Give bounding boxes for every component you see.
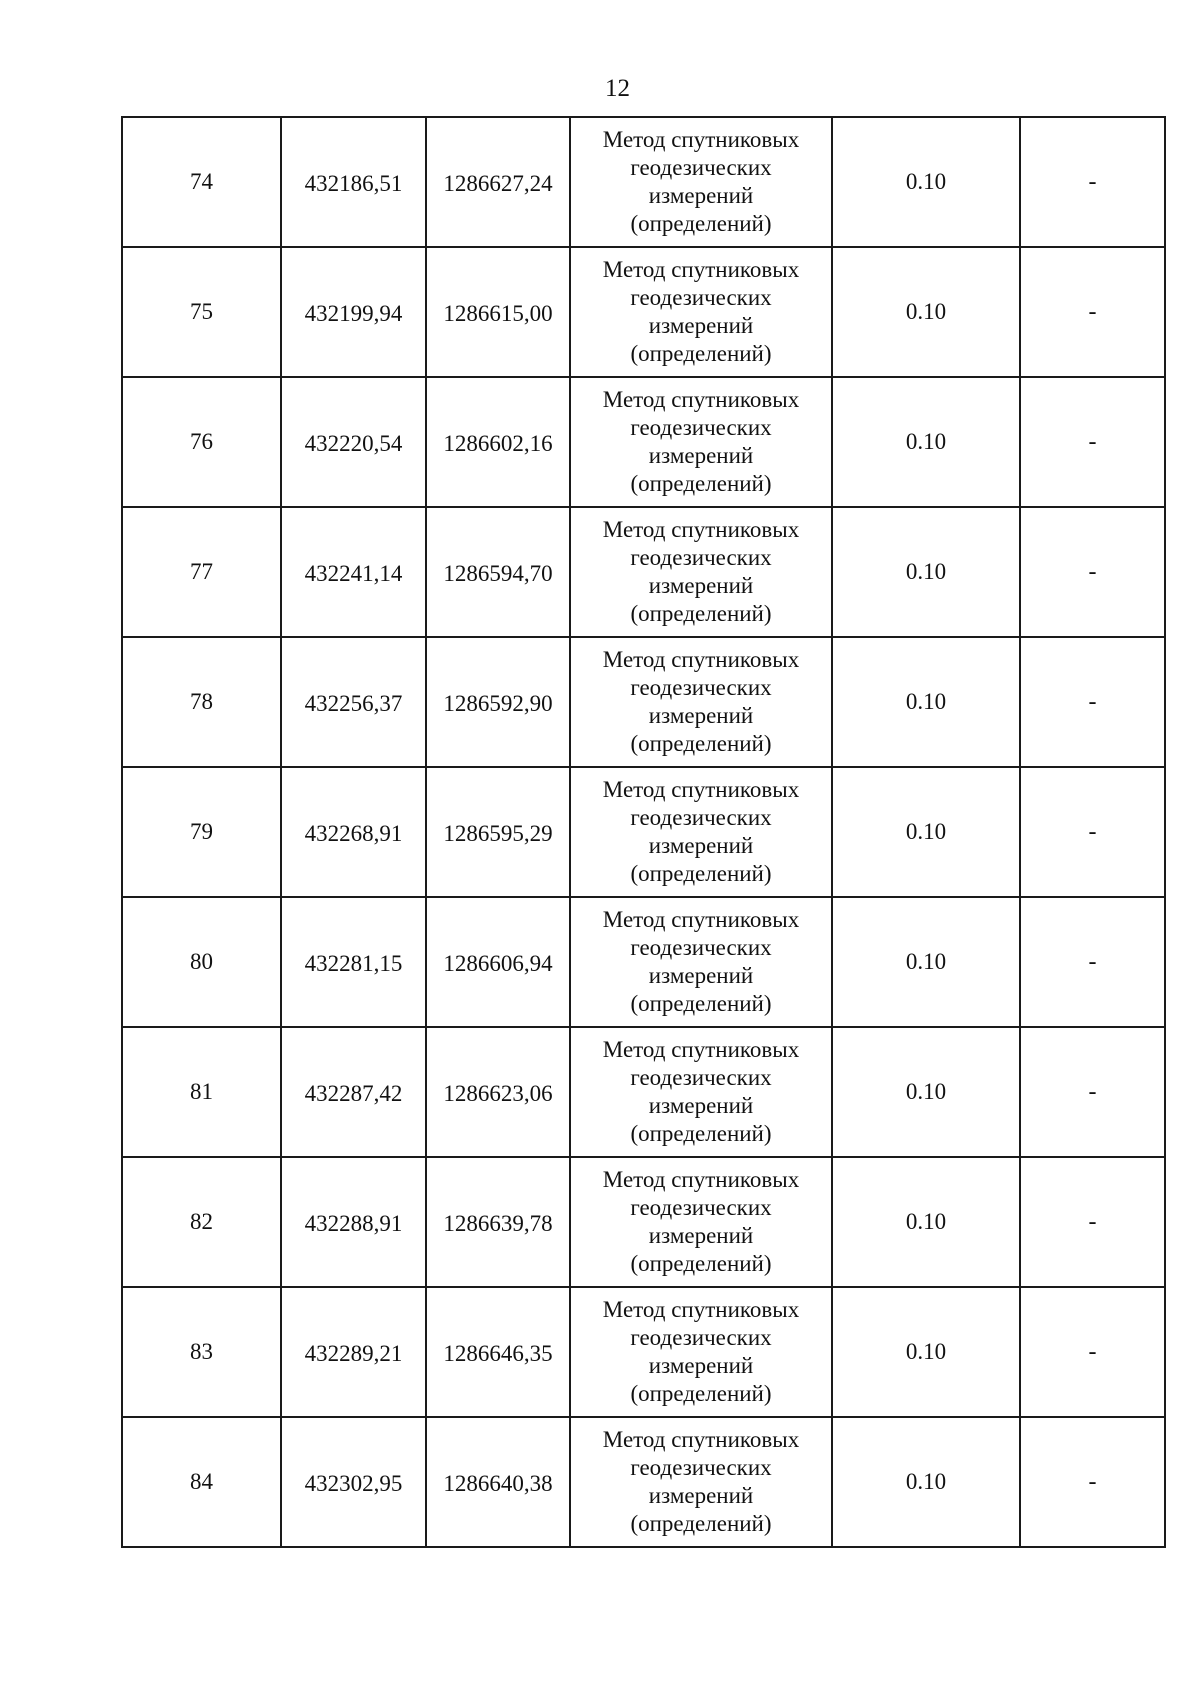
- table-row: [122, 1157, 1165, 1287]
- method-line: измерений: [648, 1093, 754, 1118]
- method-cell: [570, 1417, 832, 1547]
- table-row: [122, 377, 1165, 507]
- method-line: геодезических: [630, 675, 772, 700]
- note-cell: -: [1020, 507, 1165, 637]
- method-cell: [570, 377, 832, 507]
- page-number: 12: [605, 75, 630, 102]
- method-line: (определений): [630, 341, 772, 366]
- precision-cell: 0.10: [832, 767, 1020, 897]
- point-number-cell: 77: [122, 507, 281, 637]
- method-line: (определений): [630, 1121, 772, 1146]
- x-coordinate-cell: 432268,91: [281, 767, 426, 897]
- method-cell: [570, 637, 832, 767]
- point-number-cell: 82: [122, 1157, 281, 1287]
- method-line: геодезических: [630, 1455, 772, 1480]
- method-line: геодезических: [630, 545, 772, 570]
- table-row: [122, 767, 1165, 897]
- method-line: (определений): [630, 471, 772, 496]
- method-line: Метод спутниковых: [602, 1427, 800, 1452]
- point-number-cell: 80: [122, 897, 281, 1027]
- method-line: Метод спутниковых: [602, 647, 800, 672]
- table-row: [122, 1027, 1165, 1157]
- precision-cell: 0.10: [832, 117, 1020, 247]
- precision-cell: 0.10: [832, 1027, 1020, 1157]
- note-cell: -: [1020, 767, 1165, 897]
- table-row: [122, 637, 1165, 767]
- method-cell: [570, 1287, 832, 1417]
- method-cell: [570, 767, 832, 897]
- x-coordinate-cell: 432289,21: [281, 1287, 426, 1417]
- y-coordinate-cell: 1286592,90: [426, 637, 570, 767]
- table-row: [122, 117, 1165, 247]
- note-cell: -: [1020, 1287, 1165, 1417]
- method-line: измерений: [648, 443, 754, 468]
- method-line: Метод спутниковых: [602, 387, 800, 412]
- x-coordinate-cell: 432281,15: [281, 897, 426, 1027]
- y-coordinate-cell: 1286594,70: [426, 507, 570, 637]
- precision-cell: 0.10: [832, 897, 1020, 1027]
- x-coordinate-cell: 432186,51: [281, 117, 426, 247]
- method-cell: [570, 117, 832, 247]
- method-line: Метод спутниковых: [602, 1167, 800, 1192]
- method-line: (определений): [630, 1511, 772, 1536]
- note-cell: -: [1020, 247, 1165, 377]
- method-line: измерений: [648, 1483, 754, 1508]
- point-number-cell: 75: [122, 247, 281, 377]
- method-line: геодезических: [630, 285, 772, 310]
- method-line: измерений: [648, 1353, 754, 1378]
- method-line: Метод спутниковых: [602, 907, 800, 932]
- coordinates-table: [121, 116, 1166, 1548]
- table-row: [122, 247, 1165, 377]
- method-line: измерений: [648, 573, 754, 598]
- method-line: (определений): [630, 1251, 772, 1276]
- precision-cell: 0.10: [832, 637, 1020, 767]
- note-cell: -: [1020, 377, 1165, 507]
- method-line: (определений): [630, 601, 772, 626]
- point-number-cell: 81: [122, 1027, 281, 1157]
- note-cell: -: [1020, 117, 1165, 247]
- x-coordinate-cell: 432220,54: [281, 377, 426, 507]
- y-coordinate-cell: 1286646,35: [426, 1287, 570, 1417]
- method-line: Метод спутниковых: [602, 517, 800, 542]
- method-line: геодезических: [630, 415, 772, 440]
- method-line: Метод спутниковых: [602, 777, 800, 802]
- method-line: измерений: [648, 183, 754, 208]
- note-cell: -: [1020, 1417, 1165, 1547]
- method-line: (определений): [630, 211, 772, 236]
- precision-cell: 0.10: [832, 377, 1020, 507]
- note-cell: -: [1020, 1027, 1165, 1157]
- method-cell: [570, 1157, 832, 1287]
- table-row: [122, 507, 1165, 637]
- precision-cell: 0.10: [832, 507, 1020, 637]
- method-line: (определений): [630, 861, 772, 886]
- method-line: измерений: [648, 703, 754, 728]
- y-coordinate-cell: 1286595,29: [426, 767, 570, 897]
- method-line: измерений: [648, 833, 754, 858]
- method-line: Метод спутниковых: [602, 1297, 800, 1322]
- method-line: геодезических: [630, 805, 772, 830]
- table-row: [122, 1417, 1165, 1547]
- precision-cell: 0.10: [832, 247, 1020, 377]
- method-cell: [570, 897, 832, 1027]
- table-row: [122, 1287, 1165, 1417]
- method-line: геодезических: [630, 1065, 772, 1090]
- point-number-cell: 84: [122, 1417, 281, 1547]
- method-line: геодезических: [630, 1195, 772, 1220]
- note-cell: -: [1020, 897, 1165, 1027]
- y-coordinate-cell: 1286602,16: [426, 377, 570, 507]
- method-line: геодезических: [630, 935, 772, 960]
- point-number-cell: 74: [122, 117, 281, 247]
- method-line: (определений): [630, 731, 772, 756]
- method-line: геодезических: [630, 155, 772, 180]
- method-line: (определений): [630, 1381, 772, 1406]
- table-body: [122, 117, 1165, 1547]
- method-line: геодезических: [630, 1325, 772, 1350]
- x-coordinate-cell: 432288,91: [281, 1157, 426, 1287]
- y-coordinate-cell: 1286627,24: [426, 117, 570, 247]
- method-line: (определений): [630, 991, 772, 1016]
- y-coordinate-cell: 1286615,00: [426, 247, 570, 377]
- method-cell: [570, 247, 832, 377]
- method-line: Метод спутниковых: [602, 1037, 800, 1062]
- point-number-cell: 76: [122, 377, 281, 507]
- y-coordinate-cell: 1286640,38: [426, 1417, 570, 1547]
- note-cell: -: [1020, 1157, 1165, 1287]
- x-coordinate-cell: 432256,37: [281, 637, 426, 767]
- x-coordinate-cell: 432287,42: [281, 1027, 426, 1157]
- method-cell: [570, 507, 832, 637]
- table-row: [122, 897, 1165, 1027]
- point-number-cell: 78: [122, 637, 281, 767]
- precision-cell: 0.10: [832, 1287, 1020, 1417]
- x-coordinate-cell: 432302,95: [281, 1417, 426, 1547]
- method-cell: [570, 1027, 832, 1157]
- precision-cell: 0.10: [832, 1417, 1020, 1547]
- method-line: Метод спутниковых: [602, 127, 800, 152]
- x-coordinate-cell: 432199,94: [281, 247, 426, 377]
- point-number-cell: 79: [122, 767, 281, 897]
- y-coordinate-cell: 1286606,94: [426, 897, 570, 1027]
- precision-cell: 0.10: [832, 1157, 1020, 1287]
- point-number-cell: 83: [122, 1287, 281, 1417]
- method-line: Метод спутниковых: [602, 257, 800, 282]
- note-cell: -: [1020, 637, 1165, 767]
- y-coordinate-cell: 1286623,06: [426, 1027, 570, 1157]
- method-line: измерений: [648, 313, 754, 338]
- method-line: измерений: [648, 1223, 754, 1248]
- x-coordinate-cell: 432241,14: [281, 507, 426, 637]
- method-line: измерений: [648, 963, 754, 988]
- y-coordinate-cell: 1286639,78: [426, 1157, 570, 1287]
